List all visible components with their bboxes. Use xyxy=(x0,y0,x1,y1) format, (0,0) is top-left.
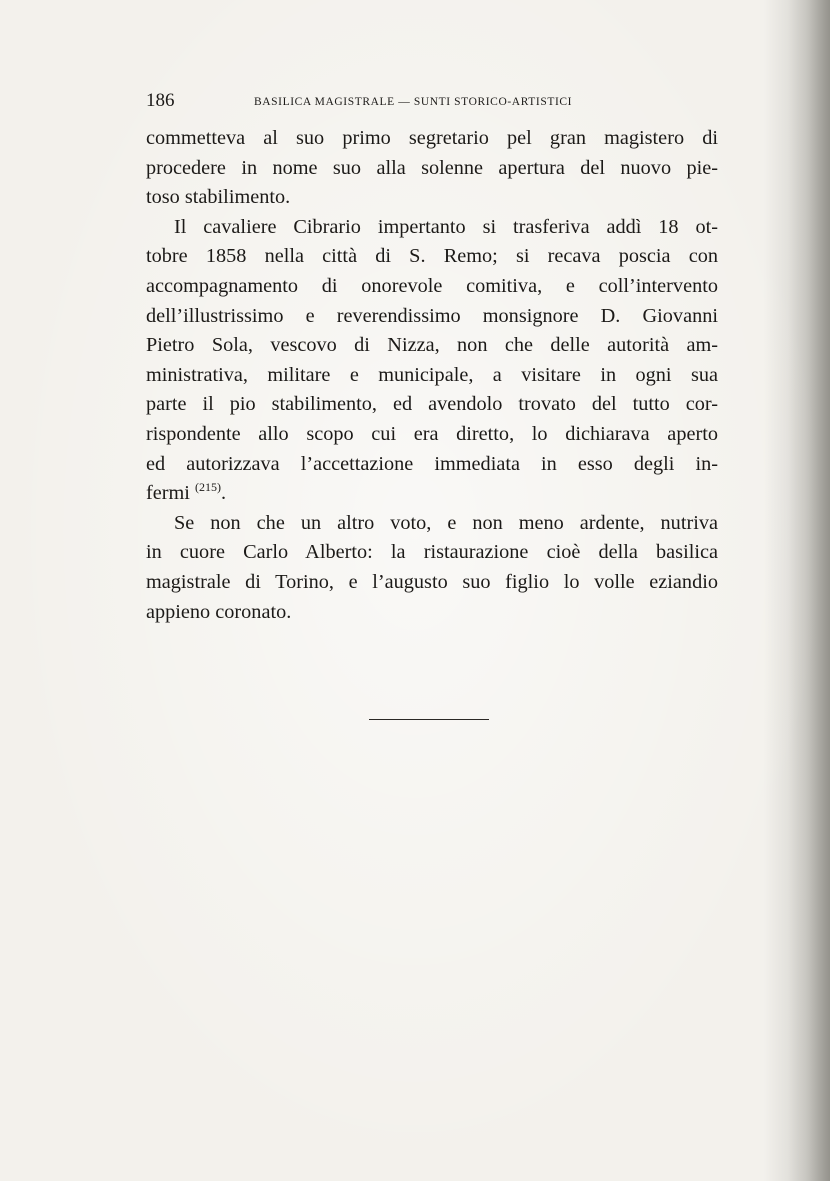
text-line: in cuore Carlo Alberto: la ristaurazione cioè della basilica xyxy=(146,541,718,564)
paragraph-start-line: Se non che un altro voto, e non meno ardente, nutriva xyxy=(174,511,718,534)
running-title: BASILICA MAGISTRALE — SUNTI STORICO-ARTISTICI xyxy=(254,96,573,108)
page-edge-shadow xyxy=(788,0,830,1181)
text-line: Pietro Sola, vescovo di Nizza, non che delle autorità am- xyxy=(146,334,718,357)
text-line xyxy=(146,479,718,509)
footnote-reference: (215) xyxy=(195,480,221,495)
text-line: commetteva al suo primo segretario pel gran magistero di xyxy=(146,127,718,149)
text-line: toso stabilimento. xyxy=(146,186,291,209)
paragraph-start-line: Il cavaliere Cibrario impertanto si trasferiva addì 18 ot- xyxy=(174,215,718,238)
text-line: tobre 1858 nella città di S. Remo; si recava poscia con xyxy=(146,245,718,268)
text-line: ministrativa, militare e municipale, a visitare in ogni sua xyxy=(146,363,718,386)
body-text xyxy=(146,124,718,627)
text-line: procedere in nome suo alla solenne apertura del nuovo pie- xyxy=(146,156,718,179)
text-line: accompagnamento di onorevole comitiva, e coll’intervento xyxy=(146,274,718,297)
text-fragment: . xyxy=(221,482,227,505)
text-line: magistrale di Torino, e l’augusto suo figlio lo volle eziandio xyxy=(146,570,718,593)
text-line: parte il pio stabilimento, ed avendolo trovato del tutto cor- xyxy=(146,393,718,416)
text-fragment: fermi xyxy=(146,482,190,505)
text-line: ed autorizzava l’accettazione immediata in esso degli in- xyxy=(146,452,718,475)
text-line: appieno coronato. xyxy=(146,600,292,623)
page-number: 186 xyxy=(146,90,175,111)
text-line: rispondente allo scopo cui era diretto, lo dichiarava aperto xyxy=(146,422,718,445)
section-end-rule xyxy=(369,719,489,720)
text-line: dell’illustrissimo e reverendissimo monsignore D. Giovanni xyxy=(146,304,718,327)
running-header xyxy=(146,89,634,113)
